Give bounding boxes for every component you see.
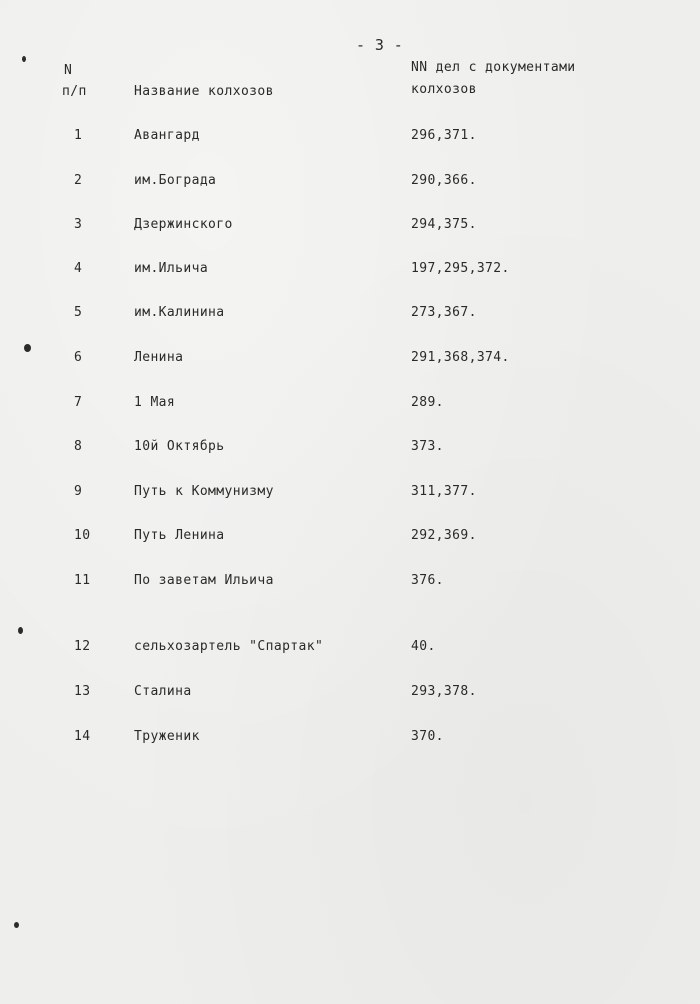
farm-name: Дзержинского <box>134 217 233 232</box>
header-documents-line2: колхозов <box>411 82 477 97</box>
farm-name: По заветам Ильича <box>134 573 274 588</box>
document-numbers: 373. <box>411 439 444 454</box>
farm-name: Ленина <box>134 350 184 365</box>
table-row <box>0 639 700 659</box>
farm-name: Труженик <box>134 729 200 744</box>
table-row <box>0 395 700 415</box>
row-number: 9 <box>74 484 83 499</box>
row-number: 4 <box>74 261 83 276</box>
row-number: 8 <box>74 439 83 454</box>
document-numbers: 290,366. <box>411 173 477 188</box>
page-number: - 3 - <box>356 36 404 54</box>
farm-name: Авангард <box>134 128 200 143</box>
header-documents-line1: NN дел с документами <box>411 60 576 75</box>
row-number: 14 <box>74 729 91 744</box>
row-number: 1 <box>74 128 83 143</box>
document-numbers: 289. <box>411 395 444 410</box>
table-row <box>0 350 700 370</box>
row-number: 6 <box>74 350 83 365</box>
row-number: 11 <box>74 573 91 588</box>
table-row <box>0 439 700 459</box>
row-number: 3 <box>74 217 83 232</box>
document-numbers: 294,375. <box>411 217 477 232</box>
document-numbers: 376. <box>411 573 444 588</box>
table-row <box>0 173 700 193</box>
farm-name: Сталина <box>134 684 192 699</box>
farm-name: Путь к Коммунизму <box>134 484 274 499</box>
row-number: 2 <box>74 173 83 188</box>
header-number-line1: N <box>64 63 73 78</box>
document-numbers: 197,295,372. <box>411 261 510 276</box>
document-numbers: 293,378. <box>411 684 477 699</box>
farm-name: им.Калинина <box>134 305 225 320</box>
table-row <box>0 573 700 593</box>
table-row <box>0 217 700 237</box>
document-numbers: 273,367. <box>411 305 477 320</box>
row-number: 12 <box>74 639 91 654</box>
document-numbers: 291,368,374. <box>411 350 510 365</box>
header-number-line2: п/п <box>62 84 87 99</box>
farm-name: им.Бограда <box>134 173 217 188</box>
binder-hole-mark <box>22 56 26 62</box>
farm-name: им.Ильича <box>134 261 209 276</box>
table-row <box>0 305 700 325</box>
table-row <box>0 528 700 548</box>
document-numbers: 40. <box>411 639 436 654</box>
row-number: 10 <box>74 528 91 543</box>
document-numbers: 311,377. <box>411 484 477 499</box>
row-number: 7 <box>74 395 83 410</box>
document-numbers: 296,371. <box>411 128 477 143</box>
binder-hole-mark <box>14 922 19 928</box>
farm-name: 10й Октябрь <box>134 439 225 454</box>
table-row <box>0 261 700 281</box>
header-farm-name: Название колхозов <box>134 84 274 99</box>
farm-name: сельхозартель "Спартак" <box>134 639 324 654</box>
row-number: 13 <box>74 684 91 699</box>
binder-hole-mark <box>18 627 23 634</box>
document-numbers: 292,369. <box>411 528 477 543</box>
table-row <box>0 128 700 148</box>
table-row <box>0 684 700 704</box>
farm-name: Путь Ленина <box>134 528 225 543</box>
farm-name: 1 Мая <box>134 395 176 410</box>
table-row <box>0 484 700 504</box>
document-numbers: 370. <box>411 729 444 744</box>
table-row <box>0 729 700 749</box>
row-number: 5 <box>74 305 83 320</box>
